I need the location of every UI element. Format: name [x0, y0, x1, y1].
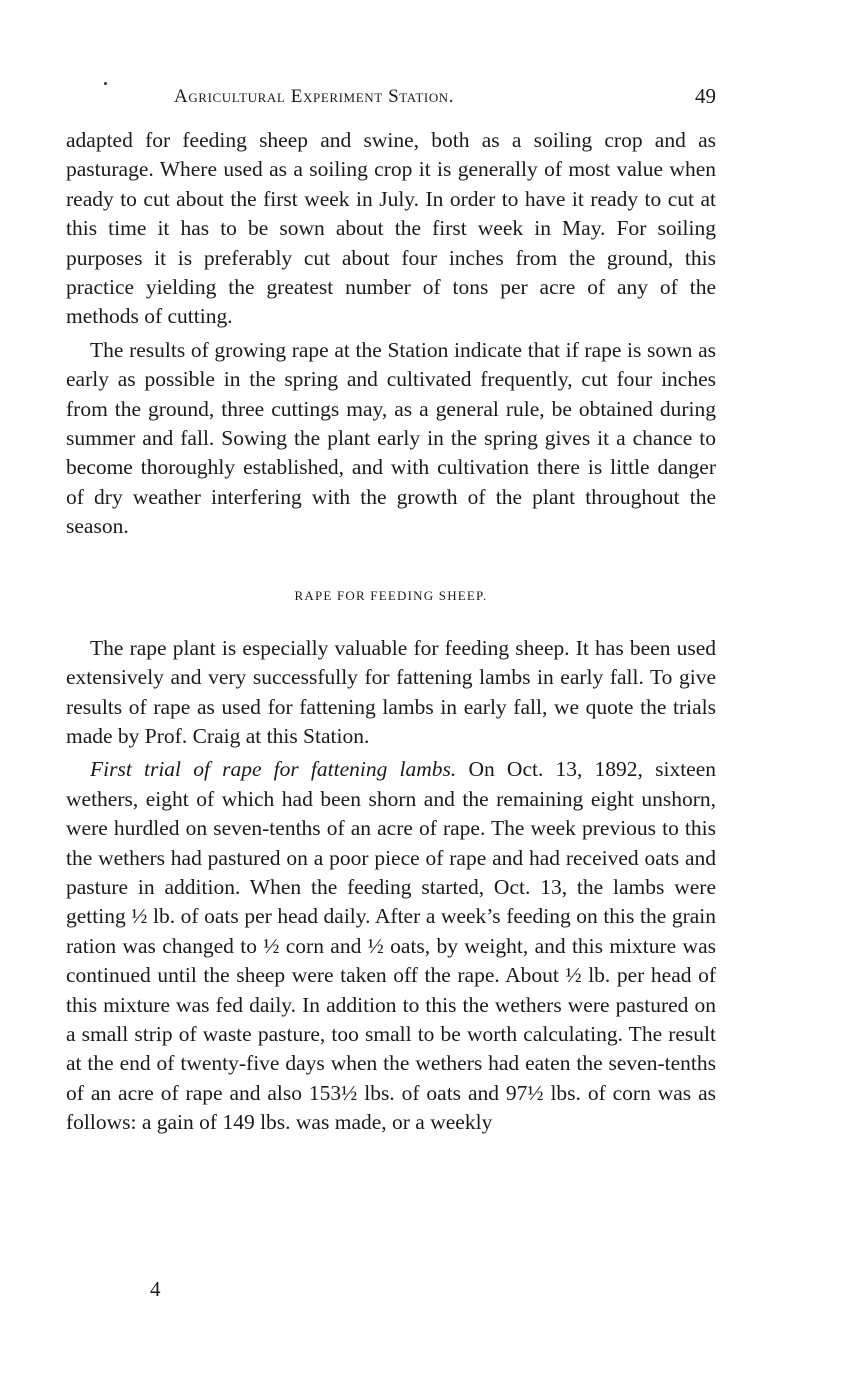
- first-trial-body: On Oct. 13, 1892, sixteen wethers, eight of which had been shorn and the remaining eight unshorn, were hurdled on seven-tenths of an acre of rape. The week previous to this the wethers had pastured on a poor piece of rape and had received oats and pasture in addition. When the feeding started, Oct. 13, the lambs were getting ½ lb. of oats per head daily. After a week’s feeding on this the grain ration was changed to ½ corn and ½ oats, by weight, and this mixture was continued until the sheep were taken off the rape. About ½ lb. per head of this mixture was fed daily. In addition to this the wethers were pastured on a small strip of waste pasture, too small to be worth calculating. The result at the end of twenty-five days when the wethers had eaten the seven-tenths of an acre of rape and also 153½ lbs. of oats and 97½ lbs. of corn was as follows: a gain of 149 lbs. was made, or a weekly: [66, 757, 716, 1135]
- running-head: [66, 82, 716, 122]
- paragraph-first-trial: [66, 755, 716, 1137]
- paragraph-rape-for-sheep: The rape plant is especially valuable for feeding sheep. It has been used extensively and very successfully for fattening lambs in early fall. To give results of rape as used for fattening lambs in early fall, we quote the trials made by Prof. Craig at this Station.: [66, 635, 716, 748]
- running-head-title: Agricultural Experiment Station.: [174, 86, 455, 107]
- paragraph-continuation: adapted for feeding sheep and swine, both as a soiling crop and as pasturage. Where used as a soiling crop it is generally of most value when ready to cut about the first week in July. In order to have it ready to cut at this time it has to be sown about the first week in May. For soiling purposes it is preferably cut about four inches from the ground, this practice yielding the greatest number of tons per acre of any of the methods of cutting.: [66, 128, 716, 329]
- page-content: [66, 82, 716, 1138]
- page-number: 49: [695, 84, 716, 108]
- section-heading: RAPE FOR FEEDING SHEEP.: [294, 587, 488, 603]
- paragraph-rape-results: The results of growing rape at the Station indicate that if rape is sown as early as possible in the spring and cultivated frequently, cut four inches from the ground, three cuttings may, as a general rule, be obtained during summer and fall. Sowing the plant early in the spring gives it a chance to become thoroughly established, and with cultivation there is little danger of dry weather interfering with the growth of the plant throughout the season.: [66, 337, 716, 539]
- signature-mark: 4: [150, 1277, 161, 1301]
- first-trial-lead: First trial of rape for fattening lambs.: [90, 757, 457, 782]
